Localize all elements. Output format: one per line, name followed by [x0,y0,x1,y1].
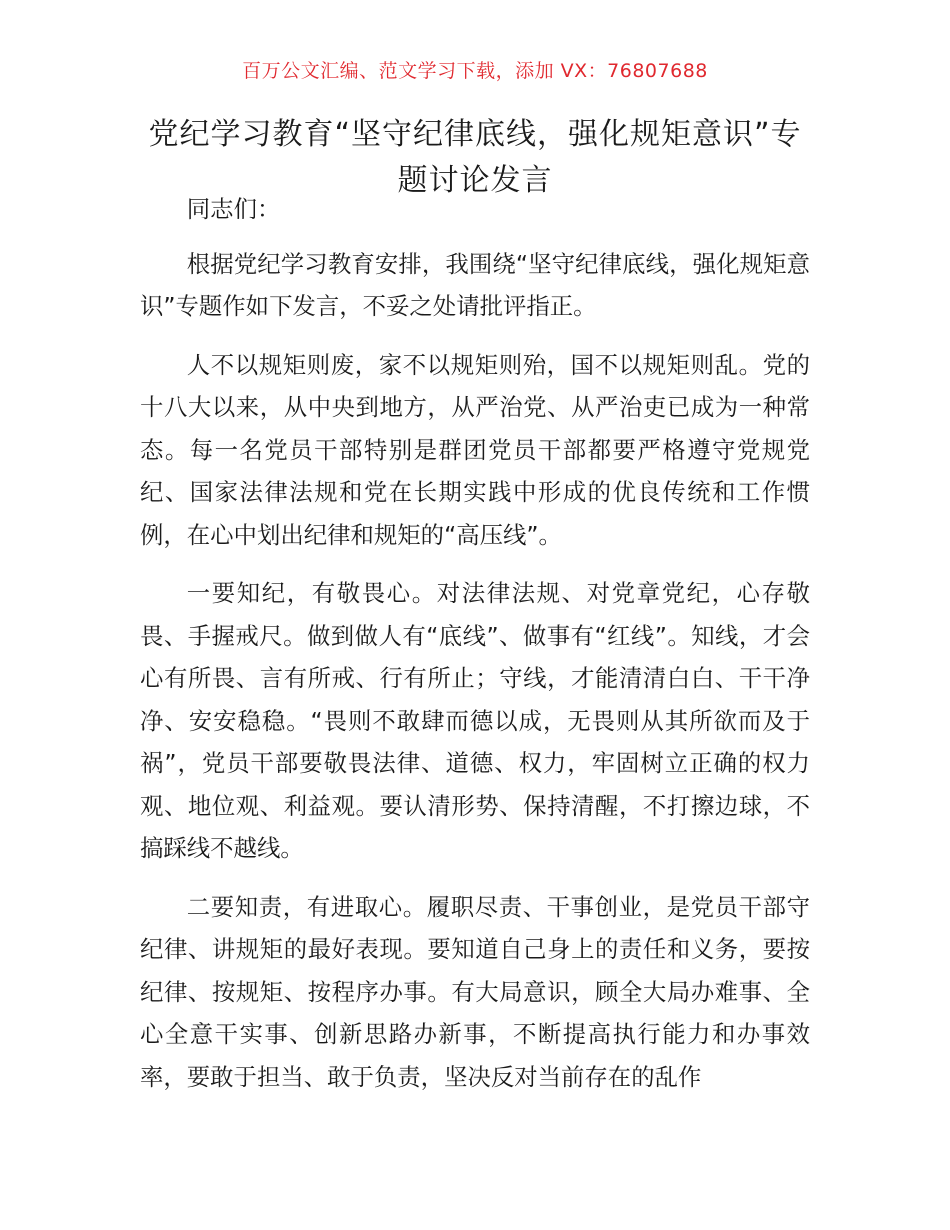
salutation: 同志们： [186,195,281,223]
paragraph: 根据党纪学习教育安排，我围绕“坚守纪律底线，强化规矩意识”专题作如下发言，不妥之处请批评指正。 [140,249,810,320]
paragraph: 一要知纪，有敬畏心。对法律法规、对党章党纪，心存敬畏、手握戒尺。做到做人有“底线”、做事有“红线”。知线，才会心有所畏、言有所戒、行有所止；守线，才能清清白白、干干净净、安安稳稳。“畏则不敢肆而德以成，无畏则从其所欲而及于祸”，党员干部要敬畏法律、道德、权力，牢固树立正确的权力观、地位观、利益观。要认清形势、保持清醒，不打擦边球，不搞踩线不越线。 [140,579,810,862]
document-title: 党纪学习教育“坚守纪律底线，强化规矩意识”专题讨论发言 [148,117,802,198]
paragraph: 人不以规矩则废，家不以规矩则殆，国不以规矩则乱。党的十八大以来，从中央到地方，从严治党、从严治吏已成为一种常态。每一名党员干部特别是群团党员干部都要严格遵守党规党纪、国家法律法规和党在长期实践中形成的优良传统和工作惯例，在心中划出纪律和规矩的“高压线”。 [140,350,810,549]
paragraph: 二要知责，有进取心。履职尽责、干事创业，是党员干部守纪律、讲规矩的最好表现。要知道自己身上的责任和义务，要按纪律、按规矩、按程序办事。有大局意识，顾全大局办难事、全心全意干实事、创新思路办新事，不断提高执行能力和办事效率，要敢于担当、敢于负责，坚决反对当前存在的乱作 [140,892,810,1091]
header-banner: 百万公文汇编、范文学习下载，添加 VX：76807688 [242,60,708,82]
document-body [140,188,810,1114]
